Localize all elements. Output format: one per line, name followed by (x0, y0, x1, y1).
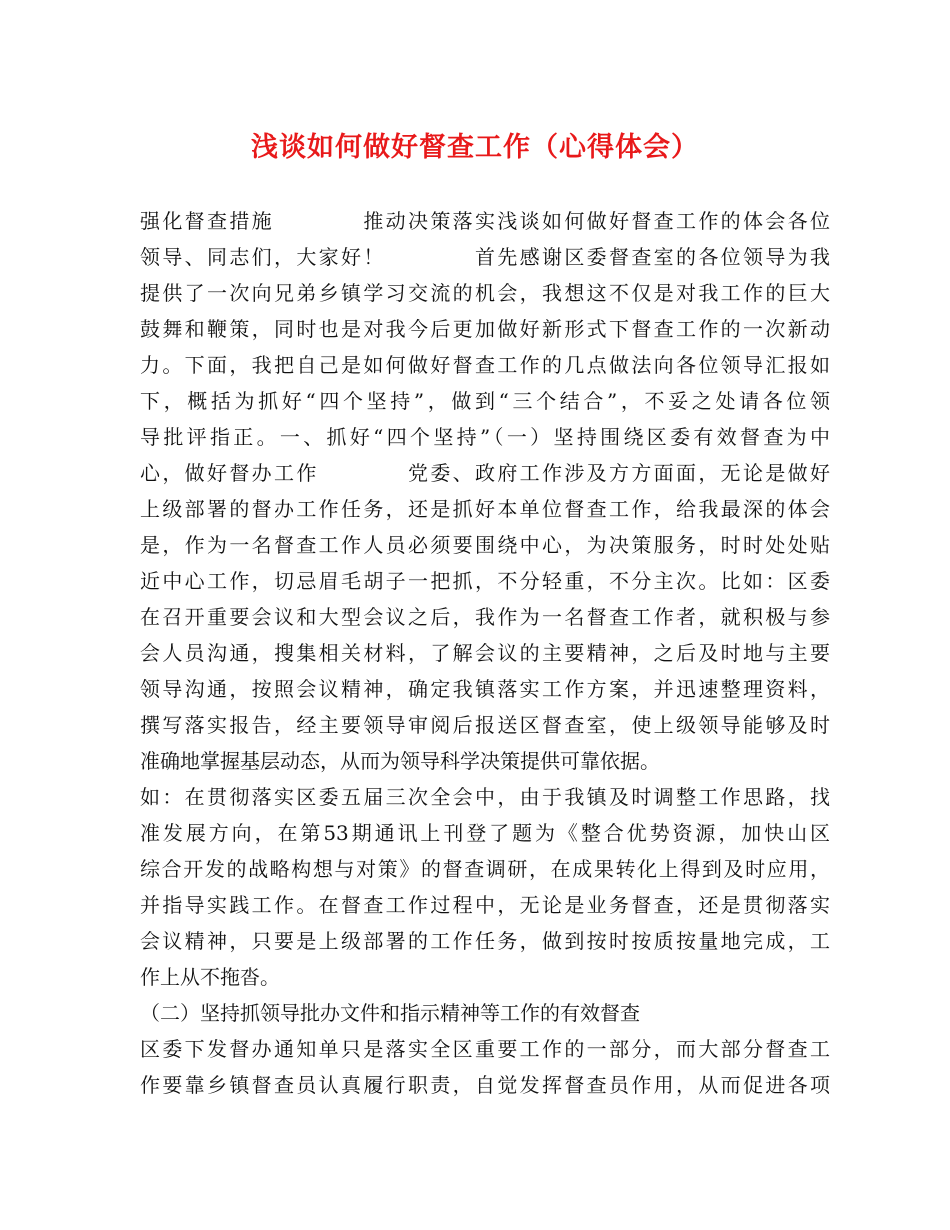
body-line: 会人员沟通，搜集相关材料，了解会议的主要精神，之后及时地与主要 (140, 641, 830, 665)
body-line: 鼓舞和鞭策，同时也是对我今后更加做好新形式下督查工作的一次新动 (140, 317, 830, 341)
body-line: 如：在贯彻落实区委五届三次全会中，由于我镇及时调整工作思路，找 (140, 785, 830, 809)
body-line: 近中心工作，切忌眉毛胡子一把抓，不分轻重，不分主次。比如：区委 (140, 569, 830, 593)
body-line: 作要靠乡镇督查员认真履行职责，自觉发挥督查员作用，从而促进各项 (140, 1073, 830, 1097)
body-line: 心，做好督办工作 党委、政府工作涉及方方面面，无论是做好 (140, 461, 830, 485)
body-line: 上级部署的督办工作任务，还是抓好本单位督查工作，给我最深的体会 (140, 497, 830, 521)
body-line: 作上从不拖沓。 (140, 965, 280, 989)
body-line: 撰写落实报告，经主要领导审阅后报送区督查室，使上级领导能够及时 (140, 713, 830, 737)
body-line: 强化督查措施 推动决策落实浅谈如何做好督查工作的体会各位 (140, 209, 830, 233)
body-line: 并指导实践工作。在督查工作过程中，无论是业务督查，还是贯彻落实 (140, 893, 830, 917)
body-line: 下，概括为抓好“四个坚持”，做到“三个结合”，不妥之处请各位领 (140, 389, 830, 413)
body-line: （二）坚持抓领导批办文件和指示精神等工作的有效督查 (140, 1001, 640, 1025)
body-line: 提供了一次向兄弟乡镇学习交流的机会，我想这不仅是对我工作的巨大 (140, 281, 830, 305)
body-line: 区委下发督办通知单只是落实全区重要工作的一部分，而大部分督查工 (140, 1037, 830, 1061)
body-line: 准发展方向，在第53期通讯上刊登了题为《整合优势资源，加快山区 (140, 821, 830, 845)
body-line: 会议精神，只要是上级部署的工作任务，做到按时按质按量地完成，工 (140, 929, 830, 953)
body-line: 领导沟通，按照会议精神，确定我镇落实工作方案，并迅速整理资料， (140, 677, 830, 701)
body-line: 导批评指正。一、抓好“四个坚持”（一）坚持围绕区委有效督查为中 (140, 425, 830, 449)
document-title: 浅谈如何做好督查工作（心得体会） (251, 132, 699, 163)
document-body (140, 203, 830, 1103)
body-line: 综合开发的战略构想与对策》的督查调研，在成果转化上得到及时应用， (140, 857, 830, 881)
body-line: 在召开重要会议和大型会议之后，我作为一名督查工作者，就积极与参 (140, 605, 830, 629)
body-line: 领导、同志们，大家好！ 首先感谢区委督查室的各位领导为我 (140, 245, 830, 269)
body-line: 力。下面，我把自己是如何做好督查工作的几点做法向各位领导汇报如 (140, 353, 830, 377)
body-line: 准确地掌握基层动态，从而为领导科学决策提供可靠依据。 (140, 749, 660, 773)
body-line: 是，作为一名督查工作人员必须要围绕中心，为决策服务，时时处处贴 (140, 533, 830, 557)
